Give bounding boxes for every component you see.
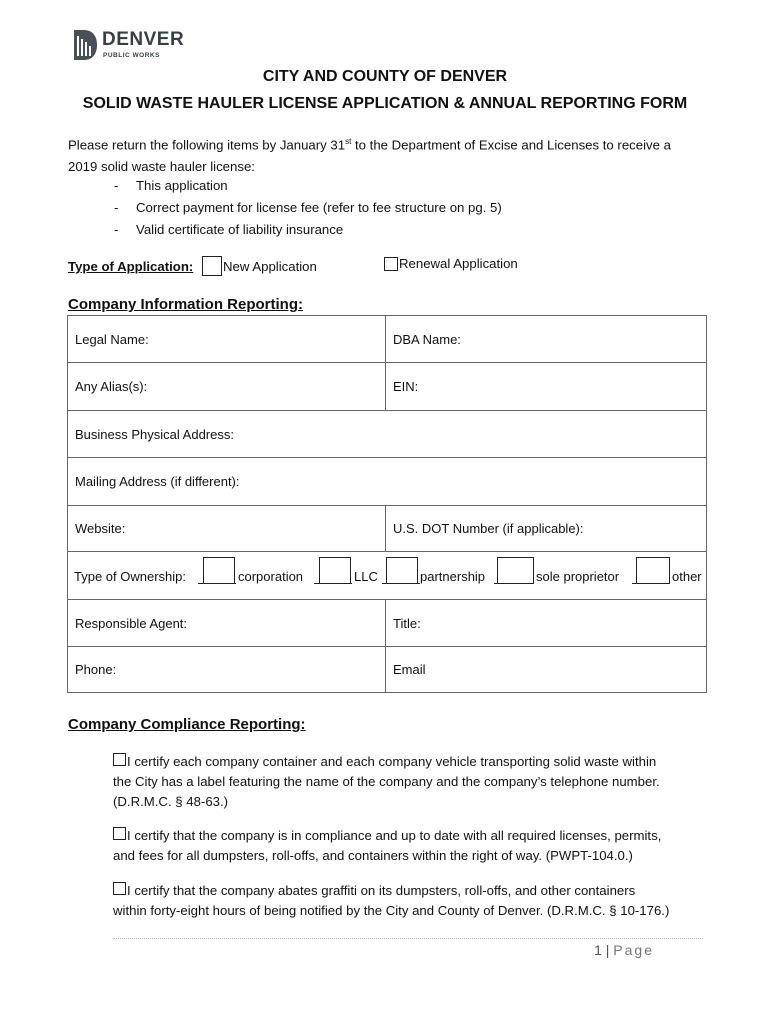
ein-field[interactable]: EIN:: [393, 379, 419, 394]
compliance-checkbox-2[interactable]: [113, 827, 126, 840]
table-row: [68, 458, 706, 506]
responsible-agent-field[interactable]: Responsible Agent:: [68, 600, 386, 646]
compliance-item-3: I certify that the company abates graffiti on its dumpsters, roll-offs, and other containers within forty-eight hours of being notified by the City and County of Denver. (D.R.M.C. § 10-176.): [113, 883, 670, 918]
list-item: - Valid certificate of liability insurance: [114, 222, 344, 237]
compliance-item-2: I certify that the company is in compliance and up to date with all required licenses, permits, and fees for all dumpsters, roll-offs, and containers within the right of way. (PWPT-104.0.): [113, 828, 662, 863]
denver-d-icon: [72, 28, 98, 62]
dot-number-field[interactable]: U.S. DOT Number (if applicable):: [393, 521, 584, 536]
table-row: [68, 363, 706, 411]
table-row: [68, 647, 706, 692]
list-item: - This application: [114, 178, 228, 193]
footer-divider: [113, 938, 703, 939]
physical-address-field[interactable]: Business Physical Address:: [75, 426, 234, 442]
table-row: [68, 506, 706, 552]
compliance-checkbox-3[interactable]: [113, 882, 126, 895]
logo-name: DENVER: [102, 29, 185, 50]
table-row: [68, 600, 706, 647]
compliance-checkbox-1[interactable]: [113, 753, 126, 766]
mailing-address-field[interactable]: Mailing Address (if different):: [75, 474, 240, 489]
email-field[interactable]: Email: [393, 662, 426, 677]
compliance-item-1: I certify each company container and each company vehicle transporting solid waste within the City has a label featuring the name of the company and the company’s telephone number. (D.R.M.C. § 48-63.): [113, 754, 660, 809]
intro-paragraph: Please return the following items by January 31st to the Department of Excise and Licenses to receive a 2019 solid waste hauler license:: [68, 137, 671, 175]
logo-subtitle: PUBLIC WORKS: [103, 52, 160, 59]
table-row: [68, 552, 706, 600]
page-title-line2: SOLID WASTE HAULER LICENSE APPLICATION & ANNUAL REPORTING FORM: [82, 95, 688, 112]
title-field[interactable]: Title:: [393, 615, 421, 631]
page-title-line1: CITY AND COUNTY OF DENVER: [262, 68, 508, 85]
list-item: - Correct payment for license fee (refer to fee structure on pg. 5): [114, 200, 502, 215]
table-row: [68, 411, 706, 458]
partnership-checkbox[interactable]: [386, 557, 418, 584]
website-field[interactable]: Website:: [68, 506, 386, 551]
denver-logo: [72, 28, 202, 64]
renewal-application-option[interactable]: Renewal Application: [384, 256, 518, 271]
sole-proprietor-checkbox[interactable]: [497, 557, 534, 584]
ownership-type-label: Type of Ownership:: [74, 569, 186, 584]
ownership-type-row: Type of Ownership: corporation LLC partnership sole proprietor other: [68, 552, 706, 598]
company-info-heading: Company Information Reporting:: [68, 296, 303, 313]
table-row: [68, 316, 706, 363]
alias-field[interactable]: Any Alias(s):: [68, 363, 386, 410]
compliance-heading: Company Compliance Reporting:: [68, 716, 306, 733]
phone-field[interactable]: Phone:: [68, 647, 386, 692]
required-items-list: [114, 175, 502, 241]
application-type-row: [68, 256, 708, 280]
dba-name-field[interactable]: DBA Name:: [393, 331, 461, 347]
legal-name-field[interactable]: Legal Name:: [68, 316, 386, 362]
other-checkbox[interactable]: [636, 557, 670, 584]
new-application-checkbox[interactable]: [202, 256, 222, 276]
company-info-table: [67, 315, 707, 693]
renewal-application-checkbox[interactable]: [384, 257, 398, 271]
page-number: 1 | Page: [594, 942, 654, 958]
new-application-option[interactable]: New Application: [202, 256, 317, 276]
corporation-checkbox[interactable]: [203, 557, 235, 584]
llc-checkbox[interactable]: [319, 557, 351, 584]
application-type-label: Type of Application:: [68, 259, 194, 274]
